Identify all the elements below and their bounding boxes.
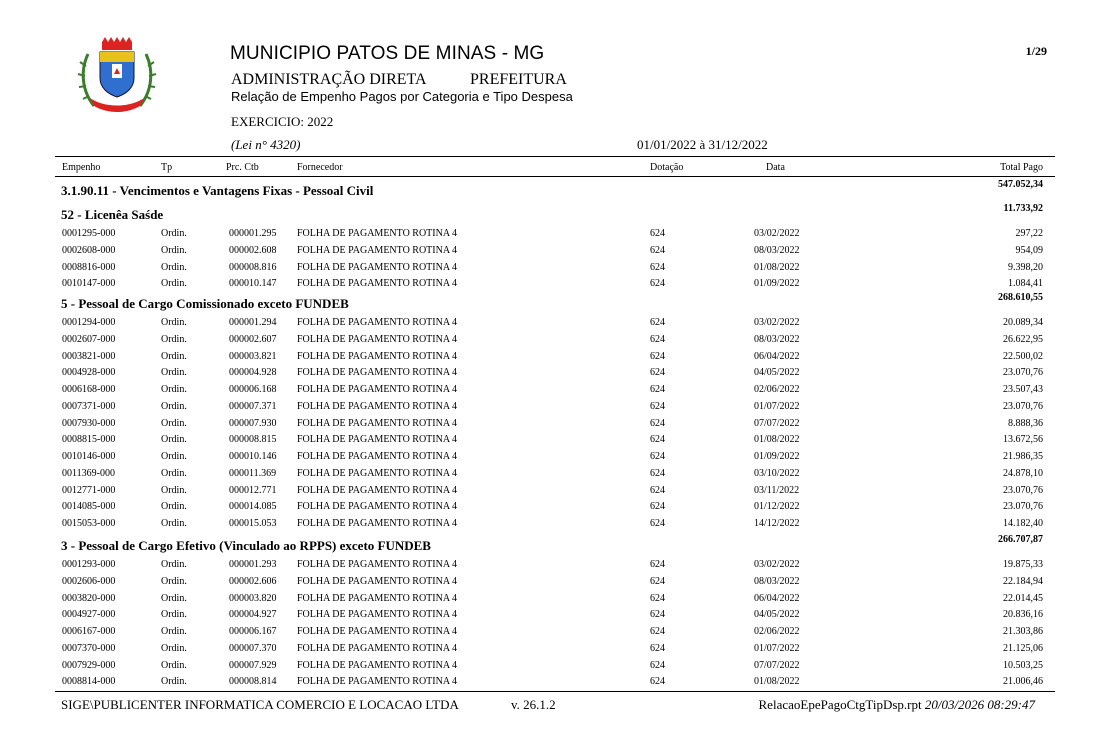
cell-prc-ctb: 000012.771 (229, 484, 277, 496)
cell-total-pago: 26.622,95 (1003, 333, 1043, 345)
cell-tp: Ordin. (161, 676, 187, 688)
cell-empenho: 0014085-000 (62, 501, 116, 513)
cell-data: 01/12/2022 (754, 501, 800, 513)
cell-fornecedor: FOLHA DE PAGAMENTO ROTINA 4 (297, 367, 458, 379)
cell-prc-ctb: 000004.928 (229, 367, 277, 379)
cell-total-pago: 24.878,10 (1003, 467, 1043, 479)
cell-prc-ctb: 000002.608 (229, 244, 277, 256)
cell-dotacao: 624 (650, 467, 665, 479)
table-row (0, 317, 1117, 334)
cell-tp: Ordin. (161, 501, 187, 513)
prefeitura-label: PREFEITURA (470, 71, 567, 88)
cell-data: 01/09/2022 (754, 451, 800, 462)
cell-data: 08/03/2022 (754, 333, 800, 345)
footer-timestamp: 20/03/2026 08:29:47 (924, 697, 1035, 712)
cell-fornecedor: FOLHA DE PAGAMENTO ROTINA 4 (297, 350, 458, 362)
cell-empenho: 0007929-000 (62, 659, 116, 671)
cell-data: 01/08/2022 (754, 261, 800, 273)
column-header-dotacao: Dotação (650, 162, 684, 173)
cell-dotacao: 624 (650, 384, 665, 395)
cell-fornecedor: FOLHA DE PAGAMENTO ROTINA 4 (297, 559, 458, 570)
cell-tp: Ordin. (161, 261, 187, 273)
cell-fornecedor: FOLHA DE PAGAMENTO ROTINA 4 (297, 609, 458, 621)
cell-total-pago: 22.184,94 (1003, 575, 1043, 587)
cell-dotacao: 624 (650, 417, 665, 429)
cell-dotacao: 624 (650, 350, 665, 362)
cell-data: 08/03/2022 (754, 244, 800, 256)
column-header-divider (55, 176, 1055, 177)
table-row (0, 501, 1117, 518)
table-row (0, 643, 1117, 660)
municipal-coat-of-arms-logo (74, 36, 160, 114)
municipality-title: MUNICIPIO PATOS DE MINAS - MG (230, 43, 545, 64)
cell-fornecedor: FOLHA DE PAGAMENTO ROTINA 4 (297, 467, 458, 479)
cell-prc-ctb: 000006.168 (229, 384, 277, 395)
cell-tp: Ordin. (161, 451, 187, 462)
cell-data: 03/11/2022 (754, 484, 800, 496)
cell-empenho: 0003820-000 (62, 592, 116, 604)
cell-empenho: 0004927-000 (62, 609, 116, 621)
table-row (0, 401, 1117, 418)
cell-total-pago: 21.006,46 (1003, 676, 1043, 688)
subcategory-label: 52 - Licenêa Saśde (61, 207, 164, 222)
cell-prc-ctb: 000001.293 (229, 559, 277, 570)
table-row (0, 593, 1117, 610)
cell-dotacao: 624 (650, 228, 665, 239)
cell-prc-ctb: 000002.606 (229, 575, 277, 587)
cell-empenho: 0002607-000 (62, 333, 116, 345)
cell-data: 04/05/2022 (754, 609, 800, 621)
cell-fornecedor: FOLHA DE PAGAMENTO ROTINA 4 (297, 244, 458, 256)
cell-tp: Ordin. (161, 244, 187, 256)
cell-empenho: 0004928-000 (62, 367, 116, 379)
cell-total-pago: 13.672,56 (1003, 434, 1043, 446)
table-row (0, 384, 1117, 401)
cell-tp: Ordin. (161, 518, 187, 529)
table-row (0, 245, 1117, 262)
cell-data: 03/02/2022 (754, 317, 800, 328)
lei-label: (Lei n° 4320) (231, 137, 301, 152)
cell-empenho: 0001295-000 (62, 228, 116, 239)
cell-prc-ctb: 000014.085 (229, 501, 277, 513)
cell-dotacao: 624 (650, 451, 665, 462)
cell-total-pago: 9.398,20 (1008, 261, 1043, 273)
cell-fornecedor: FOLHA DE PAGAMENTO ROTINA 4 (297, 278, 458, 290)
cell-prc-ctb: 000010.147 (229, 278, 277, 290)
column-header-data: Data (766, 162, 785, 173)
cell-tp: Ordin. (161, 659, 187, 671)
cell-data: 14/12/2022 (754, 518, 800, 529)
footer-company: SIGE\PUBLICENTER INFORMATICA COMERCIO E LOCACAO LTDA (61, 697, 459, 712)
cell-prc-ctb: 000006.167 (229, 626, 277, 637)
cell-data: 06/04/2022 (754, 592, 800, 604)
footer-divider (55, 691, 1055, 692)
cell-empenho: 0007371-000 (62, 400, 116, 412)
cell-total-pago: 23.070,76 (1003, 400, 1043, 412)
cell-data: 02/06/2022 (754, 626, 800, 637)
cell-total-pago: 21.125,06 (1003, 642, 1043, 654)
cell-fornecedor: FOLHA DE PAGAMENTO ROTINA 4 (297, 434, 458, 446)
cell-tp: Ordin. (161, 400, 187, 412)
cell-data: 01/08/2022 (754, 434, 800, 446)
subcategory-total: 11.733,92 (1003, 203, 1043, 214)
cell-total-pago: 1.084,41 (1008, 278, 1043, 290)
cell-prc-ctb: 000015.053 (229, 518, 277, 529)
cell-dotacao: 624 (650, 333, 665, 345)
subcategory-row (0, 534, 1117, 558)
cell-dotacao: 624 (650, 367, 665, 379)
table-row (0, 278, 1117, 295)
cell-prc-ctb: 000008.815 (229, 434, 277, 446)
cell-fornecedor: FOLHA DE PAGAMENTO ROTINA 4 (297, 451, 458, 462)
column-header-prc-ctb: Prc. Ctb (226, 162, 259, 173)
cell-empenho: 0010146-000 (62, 451, 116, 462)
cell-tp: Ordin. (161, 484, 187, 496)
cell-data: 01/07/2022 (754, 642, 800, 654)
cell-data: 03/02/2022 (754, 228, 800, 239)
cell-fornecedor: FOLHA DE PAGAMENTO ROTINA 4 (297, 333, 458, 345)
table-row (0, 262, 1117, 279)
table-row (0, 228, 1117, 245)
cell-data: 03/02/2022 (754, 559, 800, 570)
cell-fornecedor: FOLHA DE PAGAMENTO ROTINA 4 (297, 575, 458, 587)
cell-fornecedor: FOLHA DE PAGAMENTO ROTINA 4 (297, 400, 458, 412)
cell-total-pago: 14.182,40 (1003, 518, 1043, 529)
column-header-fornecedor: Fornecedor (297, 162, 343, 173)
period-label: 01/01/2022 à 31/12/2022 (637, 137, 768, 152)
cell-dotacao: 624 (650, 244, 665, 256)
cell-dotacao: 624 (650, 575, 665, 587)
table-row (0, 518, 1117, 535)
table-row (0, 626, 1117, 643)
column-header-empenho: Empenho (62, 162, 101, 173)
cell-fornecedor: FOLHA DE PAGAMENTO ROTINA 4 (297, 676, 458, 688)
cell-empenho: 0015053-000 (62, 518, 116, 529)
cell-fornecedor: FOLHA DE PAGAMENTO ROTINA 4 (297, 626, 458, 637)
page-number: 1/29 (1025, 44, 1047, 58)
cell-total-pago: 23.507,43 (1003, 384, 1043, 395)
cell-data: 07/07/2022 (754, 659, 800, 671)
cell-tp: Ordin. (161, 333, 187, 345)
cell-tp: Ordin. (161, 350, 187, 362)
cell-total-pago: 20.089,34 (1003, 317, 1043, 328)
cell-fornecedor: FOLHA DE PAGAMENTO ROTINA 4 (297, 659, 458, 671)
cell-dotacao: 624 (650, 278, 665, 290)
cell-fornecedor: FOLHA DE PAGAMENTO ROTINA 4 (297, 501, 458, 513)
cell-dotacao: 624 (650, 609, 665, 621)
cell-dotacao: 624 (650, 484, 665, 496)
cell-dotacao: 624 (650, 400, 665, 412)
cell-total-pago: 23.070,76 (1003, 501, 1043, 513)
cell-empenho: 0006168-000 (62, 384, 116, 395)
cell-tp: Ordin. (161, 317, 187, 328)
main-category-label: 3.1.90.11 - Vencimentos e Vantagens Fixas - Pessoal Civil (61, 183, 374, 198)
cell-tp: Ordin. (161, 384, 187, 395)
cell-dotacao: 624 (650, 501, 665, 513)
report-name: Relação de Empenho Pagos por Categoria e Tipo Despesa (231, 89, 573, 104)
subcategory-row (0, 292, 1117, 316)
cell-data: 03/10/2022 (754, 467, 800, 479)
table-row (0, 351, 1117, 368)
table-row (0, 334, 1117, 351)
cell-fornecedor: FOLHA DE PAGAMENTO ROTINA 4 (297, 317, 458, 328)
main-category-total: 547.052,34 (998, 179, 1043, 190)
cell-dotacao: 624 (650, 434, 665, 446)
cell-dotacao: 624 (650, 626, 665, 637)
table-row (0, 576, 1117, 593)
cell-tp: Ordin. (161, 367, 187, 379)
subcategory-label: 3 - Pessoal de Cargo Efetivo (Vinculado ao RPPS) exceto FUNDEB (61, 538, 431, 553)
cell-prc-ctb: 000007.929 (229, 659, 277, 671)
cell-prc-ctb: 000007.930 (229, 417, 277, 429)
cell-total-pago: 297,22 (1015, 228, 1043, 239)
cell-data: 02/06/2022 (754, 384, 800, 395)
cell-tp: Ordin. (161, 559, 187, 570)
cell-total-pago: 19.875,33 (1003, 559, 1043, 570)
cell-dotacao: 624 (650, 592, 665, 604)
table-row (0, 609, 1117, 626)
cell-data: 06/04/2022 (754, 350, 800, 362)
cell-tp: Ordin. (161, 467, 187, 479)
administration-label: ADMINISTRAÇÃO DIRETA (231, 71, 427, 88)
cell-data: 07/07/2022 (754, 417, 800, 429)
cell-total-pago: 8.888,36 (1008, 417, 1043, 429)
cell-dotacao: 624 (650, 642, 665, 654)
cell-tp: Ordin. (161, 278, 187, 290)
cell-prc-ctb: 000007.371 (229, 400, 277, 412)
cell-empenho: 0002608-000 (62, 244, 116, 256)
subcategory-row (0, 203, 1117, 227)
column-header-tp: Tp (161, 162, 173, 173)
cell-tp: Ordin. (161, 609, 187, 621)
cell-prc-ctb: 000003.820 (229, 592, 277, 604)
cell-fornecedor: FOLHA DE PAGAMENTO ROTINA 4 (297, 518, 458, 529)
cell-empenho: 0008814-000 (62, 676, 116, 688)
cell-fornecedor: FOLHA DE PAGAMENTO ROTINA 4 (297, 592, 458, 604)
cell-empenho: 0010147-000 (62, 278, 116, 290)
cell-data: 01/07/2022 (754, 400, 800, 412)
table-row (0, 660, 1117, 677)
cell-data: 01/09/2022 (754, 278, 800, 290)
exercicio-label: EXERCICIO: 2022 (231, 114, 334, 129)
table-row (0, 468, 1117, 485)
cell-total-pago: 954,09 (1015, 244, 1043, 256)
cell-total-pago: 22.500,02 (1003, 350, 1043, 362)
footer-report-info (759, 697, 1035, 713)
cell-total-pago: 20.836,16 (1003, 609, 1043, 621)
cell-empenho: 0011369-000 (62, 467, 115, 479)
cell-prc-ctb: 000002.607 (229, 333, 277, 345)
cell-empenho: 0001293-000 (62, 559, 116, 570)
cell-dotacao: 624 (650, 317, 665, 328)
cell-fornecedor: FOLHA DE PAGAMENTO ROTINA 4 (297, 642, 458, 654)
cell-empenho: 0012771-000 (62, 484, 116, 496)
cell-total-pago: 23.070,76 (1003, 484, 1043, 496)
footer-report-file: RelacaoEpePagoCtgTipDsp.rpt (758, 697, 922, 712)
cell-empenho: 0001294-000 (62, 317, 116, 328)
cell-fornecedor: FOLHA DE PAGAMENTO ROTINA 4 (297, 384, 458, 395)
table-row (0, 451, 1117, 468)
cell-dotacao: 624 (650, 559, 665, 570)
cell-prc-ctb: 000001.294 (229, 317, 277, 328)
table-row (0, 485, 1117, 502)
cell-data: 04/05/2022 (754, 367, 800, 379)
cell-total-pago: 22.014,45 (1003, 592, 1043, 604)
cell-prc-ctb: 000003.821 (229, 350, 277, 362)
cell-dotacao: 624 (650, 518, 665, 529)
subcategory-label: 5 - Pessoal de Cargo Comissionado exceto FUNDEB (61, 296, 349, 311)
footer-version: v. 26.1.2 (511, 697, 556, 712)
cell-empenho: 0007930-000 (62, 417, 116, 429)
subcategory-total: 268.610,55 (998, 292, 1043, 303)
cell-empenho: 0006167-000 (62, 626, 116, 637)
cell-prc-ctb: 000011.369 (229, 467, 277, 479)
cell-tp: Ordin. (161, 575, 187, 587)
cell-total-pago: 21.986,35 (1003, 451, 1043, 462)
cell-data: 08/03/2022 (754, 575, 800, 587)
cell-data: 01/08/2022 (754, 676, 800, 688)
cell-prc-ctb: 000008.816 (229, 261, 277, 273)
cell-total-pago: 10.503,25 (1003, 659, 1043, 671)
cell-tp: Ordin. (161, 434, 187, 446)
cell-tp: Ordin. (161, 642, 187, 654)
cell-tp: Ordin. (161, 626, 187, 637)
cell-fornecedor: FOLHA DE PAGAMENTO ROTINA 4 (297, 228, 458, 239)
column-header-total-pago: Total Pago (1000, 162, 1043, 173)
main-category-row (0, 179, 1117, 203)
cell-dotacao: 624 (650, 676, 665, 688)
cell-empenho: 0003821-000 (62, 350, 116, 362)
table-row (0, 418, 1117, 435)
cell-prc-ctb: 000010.146 (229, 451, 277, 462)
cell-dotacao: 624 (650, 659, 665, 671)
table-row (0, 559, 1117, 576)
cell-dotacao: 624 (650, 261, 665, 273)
cell-prc-ctb: 000004.927 (229, 609, 277, 621)
cell-tp: Ordin. (161, 592, 187, 604)
table-row (0, 434, 1117, 451)
cell-fornecedor: FOLHA DE PAGAMENTO ROTINA 4 (297, 484, 458, 496)
cell-prc-ctb: 000008.814 (229, 676, 277, 688)
cell-total-pago: 23.070,76 (1003, 367, 1043, 379)
cell-empenho: 0007370-000 (62, 642, 116, 654)
cell-empenho: 0002606-000 (62, 575, 116, 587)
cell-fornecedor: FOLHA DE PAGAMENTO ROTINA 4 (297, 417, 458, 429)
cell-tp: Ordin. (161, 228, 187, 239)
cell-fornecedor: FOLHA DE PAGAMENTO ROTINA 4 (297, 261, 458, 273)
cell-empenho: 0008815-000 (62, 434, 116, 446)
cell-empenho: 0008816-000 (62, 261, 116, 273)
header-divider (55, 156, 1055, 157)
cell-tp: Ordin. (161, 417, 187, 429)
cell-prc-ctb: 000007.370 (229, 642, 277, 654)
table-row (0, 367, 1117, 384)
cell-prc-ctb: 000001.295 (229, 228, 277, 239)
cell-total-pago: 21.303,86 (1003, 626, 1043, 637)
subcategory-total: 266.707,87 (998, 534, 1043, 545)
